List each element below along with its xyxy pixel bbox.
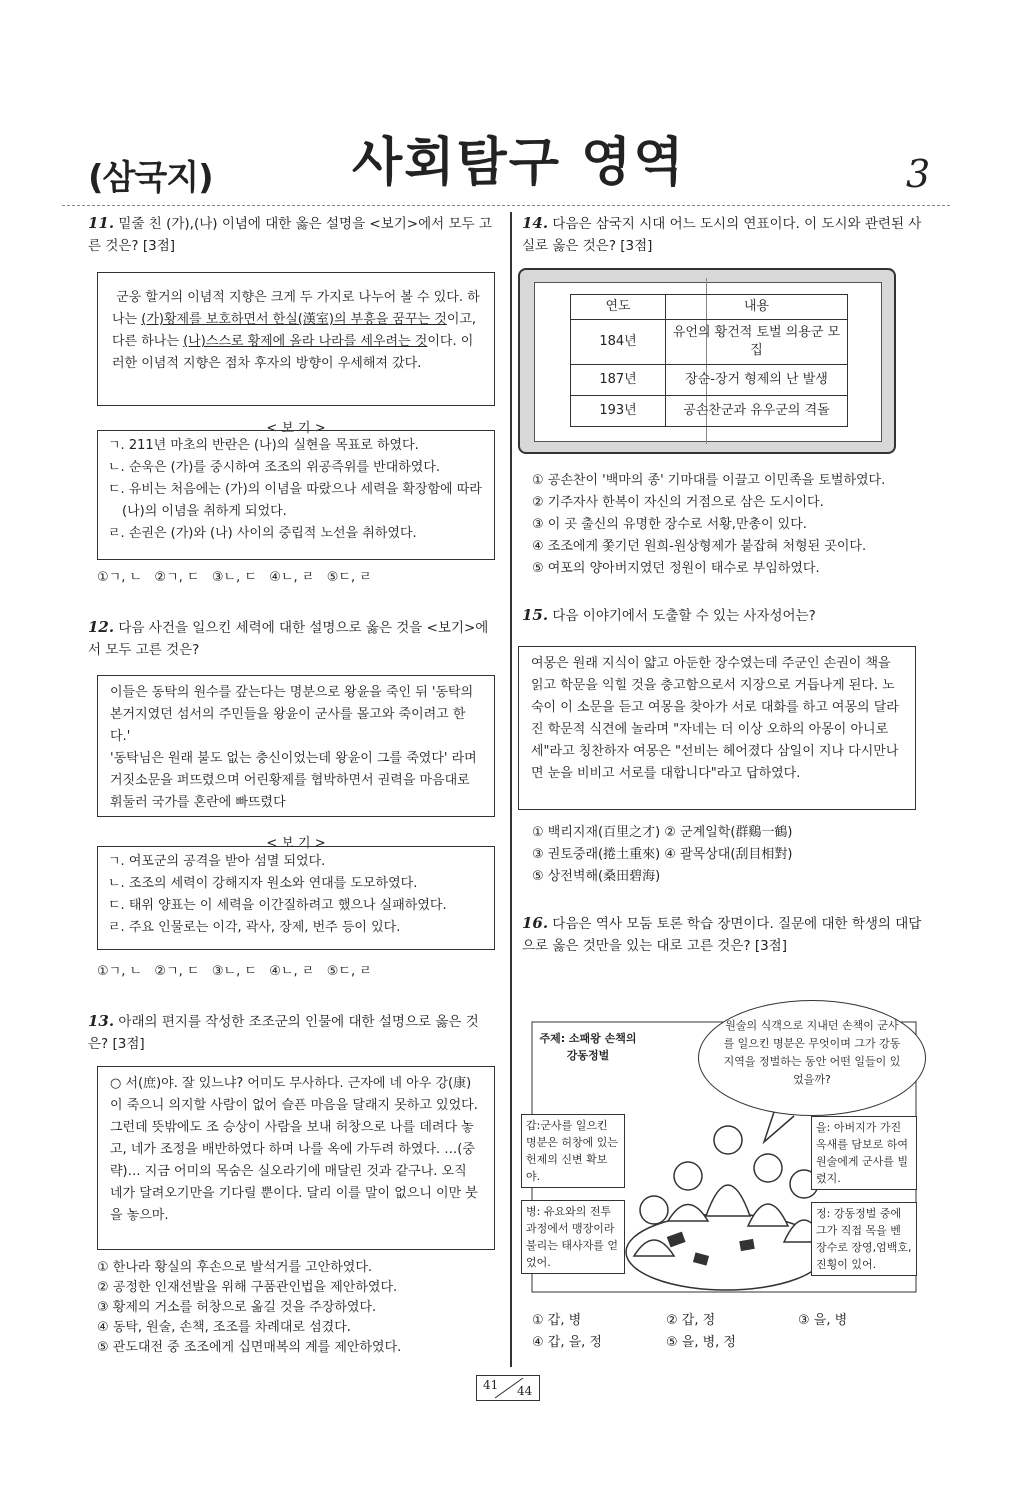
- table-cell: 187년: [571, 365, 666, 396]
- option-row[interactable]: ① 백리지재(百里之才) ② 군계일학(群鷄一鶴): [532, 825, 793, 840]
- boki-item: ㄹ. 주요 인물로는 이각, 곽사, 장제, 번주 등이 있다.: [108, 920, 401, 935]
- teacher-question-bubble: 원술의 식객으로 지내던 손책이 군사를 일으킨 명분은 무엇이며 그가 강동 지역을 정벌하는 동안 어떤 일들이 있었을까?: [698, 1000, 926, 1116]
- header-divider: [62, 205, 950, 206]
- boki-item: ㄷ. 태위 양표는 이 세력을 이간질하려고 했으나 실패하였다.: [108, 898, 447, 913]
- page-counter: [476, 1375, 540, 1401]
- option-3[interactable]: ③ 황제의 거소를 허창으로 옮길 것을 주장하였다.: [97, 1300, 377, 1315]
- boki-title: < 보 기 >: [266, 836, 326, 851]
- student-jeong-card: 정: 강동정벌 중에 그가 직접 목을 벤 장수로 장영,엄백호,진횡이 있어.: [811, 1202, 917, 1276]
- page-number: 3: [906, 152, 931, 196]
- question-stem: 다음 이야기에서 도출할 수 있는 사자성어는?: [552, 608, 816, 624]
- passage-box: [97, 272, 495, 406]
- boki-item: ㄹ. 손권은 (가)와 (나) 사이의 중립적 노선을 취하였다.: [108, 526, 417, 541]
- student-eul-card: 을: 아버지가 가진 옥새를 담보로 하여 원술에게 군사를 빌렸지.: [811, 1116, 917, 1190]
- option-1[interactable]: ① 공손찬이 '백마의 종' 기마대를 이끌고 이민족을 토벌하였다.: [532, 473, 886, 488]
- boki-title: < 보 기 >: [266, 421, 326, 436]
- letter-box: [97, 1066, 495, 1250]
- discussion-topic: 주제: 소패왕 손책의 강동정벌: [534, 1028, 642, 1074]
- boki-item: ㄴ. 순욱은 (가)를 중시하여 조조의 위공즉위를 반대하였다.: [108, 460, 441, 475]
- question-14: [522, 212, 932, 257]
- letter-text: ○ 서(庶)야. 잘 있느냐? 어미도 무사하다. 근자에 네 아우 강(康)이 죽으니 의지할 사람이 없어 슬픈 마음을 달래지 못하고 있었다. 그런데 뜻밖에도 조 승상이 사람을 보내 허창으로 나를 데려다 놓고, 네가 조정을 배반하였다 하며 나를 옥에 가두려 하였다. …(중략)… 지금 어미의 목숨은 실오라기에 매달린 것과 같구나. 오직 네가 달려오기만을 기다릴 뿐이다. 달리 이를 말이 없으니 이만 붓을 놓으마.: [110, 1076, 478, 1223]
- option-4[interactable]: ④ 동탁, 원술, 손책, 조조를 차례대로 섬겼다.: [97, 1320, 351, 1335]
- student-byeong-card: 병: 유요와의 전투 과정에서 맹장이라 불리는 태사자를 얻었어.: [521, 1200, 625, 1274]
- table-header: 연도: [571, 295, 666, 320]
- answer-options: [532, 470, 942, 580]
- option-1[interactable]: ① 갑, 병: [532, 1313, 582, 1328]
- passage-text: 이들은 동탁의 원수를 갚는다는 명분으로 왕윤을 죽인 뒤 '동탁의 본거지였던 섬서의 주민들을 왕윤이 군사를 몰고와 죽이려고 한다.': [110, 685, 474, 744]
- option-row[interactable]: ③ 권토중래(捲土重來) ④ 괄목상대(刮目相對): [532, 847, 793, 862]
- option-5[interactable]: ⑤ 을, 병, 정: [666, 1335, 736, 1350]
- question-stem: 다음 사건을 일으킨 세력에 대한 설명으로 옳은 것을 <보기>에서 모두 고른 것은?: [88, 620, 489, 658]
- option-2[interactable]: ② 갑, 정: [666, 1313, 716, 1328]
- question-13: [88, 1010, 498, 1055]
- passage-text: '동탁님은 원래 불도 없는 충신이었는데 왕윤이 그를 죽였다' 라며 거짓소문을 퍼뜨렸으며 어린황제를 협박하면서 권력을 마음대로 휘둘러 국가를 혼란에 빠뜨렸다: [110, 751, 477, 810]
- question-number: 14.: [522, 214, 549, 232]
- question-number: 12.: [88, 618, 115, 636]
- option-1[interactable]: ① 한나라 황실의 후손으로 발석거를 고안하였다.: [97, 1260, 373, 1275]
- option-5[interactable]: ⑤ 관도대전 중 조조에게 십면매복의 계를 제안하였다.: [97, 1340, 402, 1355]
- question-number: 16.: [522, 914, 549, 932]
- option-3[interactable]: ③ 이 곳 출신의 유명한 장수로 서황,만총이 있다.: [532, 517, 807, 532]
- table-cell: 공손찬군과 유우군의 격돌: [666, 396, 848, 427]
- option-3[interactable]: ③ 을, 병: [798, 1313, 848, 1328]
- table-cell: 184년: [571, 320, 666, 365]
- subject-label: (삼국지): [88, 158, 213, 198]
- question-stem: 다음은 역사 모둠 토론 학습 장면이다. 질문에 대한 학생의 대답으로 옳은 것만을 있는 대로 고른 것은? [3점]: [522, 916, 922, 954]
- boki-item: ㄴ. 조조의 세력이 강해지자 원소와 연대를 도모하였다.: [108, 876, 418, 891]
- option-4[interactable]: ④ 갑, 을, 정: [532, 1335, 602, 1350]
- total-pages: 44: [517, 1384, 533, 1398]
- option-2[interactable]: ② 기주자사 한복이 자신의 거점으로 삼은 도시이다.: [532, 495, 824, 510]
- question-12: [88, 616, 498, 661]
- table-cell: 유언의 황건적 토벌 의용군 모집: [666, 320, 848, 365]
- page-title: 사회탐구 영역: [352, 133, 686, 193]
- boki-item: ㄱ. 여포군의 공격을 받아 섬멸 되었다.: [108, 854, 326, 869]
- table-header: 내용: [666, 295, 848, 320]
- option-4[interactable]: ④ 조조에게 쫓기던 원희-원상형제가 붙잡혀 처형된 곳이다.: [532, 539, 867, 554]
- boki-item: ㄱ. 211년 마초의 반란은 (나)의 실현을 목표로 하였다.: [108, 438, 419, 453]
- column-divider: [510, 212, 512, 1367]
- question-stem: 밑줄 친 (가),(나) 이념에 대한 옳은 설명을 <보기>에서 모두 고른 것은? [3점]: [88, 216, 492, 254]
- table-cell: 장순-장거 형제의 난 발생: [666, 365, 848, 396]
- underline-ga: (가)황제를 보호하면서 한실(漢室)의 부흥을 꿈꾸는 것: [141, 312, 447, 327]
- student-gap-card: 갑:군사를 일으킨 명분은 허창에 있는 헌제의 신변 확보야.: [521, 1114, 625, 1188]
- question-number: 15.: [522, 606, 549, 624]
- boki-box: [97, 846, 495, 950]
- answer-options[interactable]: ①ㄱ, ㄴ ②ㄱ, ㄷ ③ㄴ, ㄷ ④ㄴ, ㄹ ⑤ㄷ, ㄹ: [97, 570, 372, 585]
- story-text: 여몽은 원래 지식이 얇고 아둔한 장수였는데 주군인 손권이 책을 읽고 학문을 익힐 것을 충고함으로서 지장으로 거듭나게 된다. 노숙이 이 소문을 듣고 여몽을 찾아가 서로 대화를 하고 여몽의 달라진 학문적 식견에 놀라며 "자네는 더 이상 오하의 아몽이 아니로세"라고 칭찬하자 여몽은 "선비는 헤어졌다 삼일이 지나 다시만나면 눈을 비비고 서로를 대합니다"라고 답하였다.: [531, 656, 899, 781]
- current-page: 41: [483, 1378, 499, 1392]
- timeline-table: [570, 294, 848, 427]
- option-2[interactable]: ② 공정한 인재선발을 위해 구품관인법을 제안하였다.: [97, 1280, 398, 1295]
- story-box: [518, 646, 916, 810]
- answer-options: [97, 1258, 502, 1358]
- answer-options: [532, 822, 932, 888]
- question-number: 13.: [88, 1012, 115, 1030]
- option-5[interactable]: ⑤ 여포의 양아버지였던 정원이 태수로 부임하였다.: [532, 561, 820, 576]
- question-15: [522, 604, 932, 627]
- question-16: [522, 912, 932, 957]
- table-cell: 193년: [571, 396, 666, 427]
- boki-item: ㄷ. 유비는 처음에는 (가)의 이념을 따랐으나 세력을 확장함에 따라 (나)의 이념을 취하게 되었다.: [108, 482, 482, 519]
- question-11: [88, 212, 498, 257]
- boki-box: [97, 430, 495, 560]
- question-number: 11.: [88, 214, 115, 232]
- passage-box: [97, 675, 495, 817]
- option-row[interactable]: ⑤ 상전벽해(桑田碧海): [532, 869, 661, 884]
- underline-na: (나)스스로 황제에 올라 나라를 세우려는 것: [183, 334, 428, 349]
- passage-text: 군웅 할거의 이념적 지향은 크게 두 가지로 나누어 볼 수 있다. 하나는 (가)황제를 보호하면서 한실(漢室)의 부흥을 꿈꾸는 것이고, 다른 하나는 (나)스스로 황제에 올라 나라를 세우려는 것이다. 이러한 이념적 지향은 점차 후자의 방향이 우세해져 갔다.: [112, 290, 480, 371]
- question-stem: 아래의 편지를 작성한 조조군의 인물에 대한 설명으로 옳은 것은? [3점]: [88, 1014, 479, 1052]
- answer-options[interactable]: ①ㄱ, ㄴ ②ㄱ, ㄷ ③ㄴ, ㄷ ④ㄴ, ㄹ ⑤ㄷ, ㄹ: [97, 964, 372, 979]
- question-stem: 다음은 삼국지 시대 어느 도시의 연표이다. 이 도시와 관련된 사실로 옳은 것은? [3점]: [522, 216, 922, 254]
